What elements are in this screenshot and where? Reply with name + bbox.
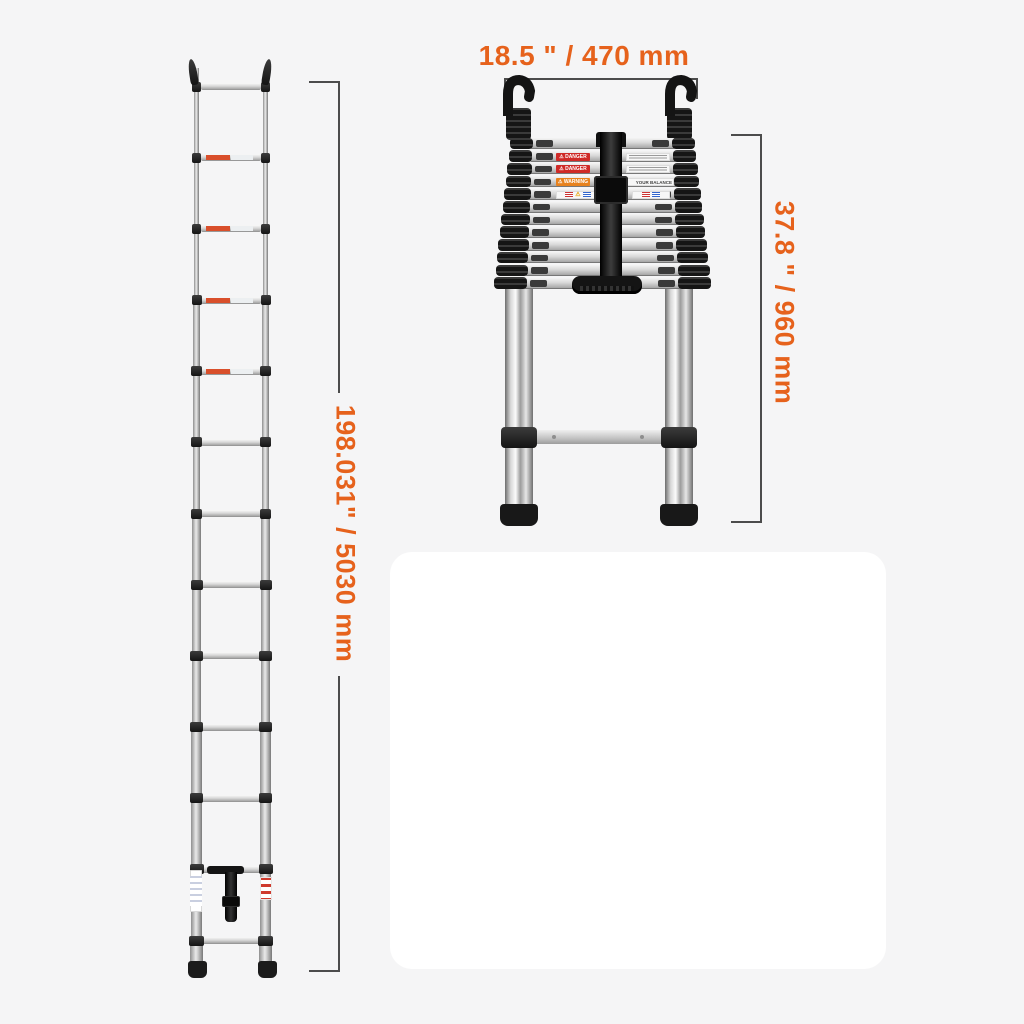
balance-label: YOUR BALANCE xyxy=(596,178,674,186)
side-lock-cone xyxy=(673,150,697,162)
rung-fitting xyxy=(656,229,673,236)
side-lock-cone xyxy=(504,188,531,200)
strap-grip-ridges xyxy=(580,286,634,291)
side-lock-cone xyxy=(510,138,533,150)
side-lock-cone xyxy=(674,176,700,188)
ladder-leg xyxy=(665,288,693,510)
ladder-leg xyxy=(505,288,533,510)
rung-fitting xyxy=(652,140,669,147)
side-lock-cone xyxy=(498,239,528,251)
danger-label: ⚠ DANGER xyxy=(556,165,590,173)
side-lock-cone xyxy=(677,252,708,264)
rung-fitting xyxy=(658,280,675,287)
side-lock-cone xyxy=(507,163,532,175)
top-hook-icon xyxy=(662,74,698,116)
strap-band xyxy=(600,132,622,284)
rung-fitting xyxy=(657,255,674,262)
rung-fitting xyxy=(535,166,552,173)
certification-label xyxy=(632,191,670,199)
side-lock-cone xyxy=(497,252,528,264)
flag-icon xyxy=(565,192,573,197)
rung-fitting xyxy=(530,280,547,287)
side-lock-cone xyxy=(503,201,531,213)
crossbar-rivet xyxy=(552,435,556,439)
rung-fitting xyxy=(658,267,675,274)
rung-fitting xyxy=(536,153,553,160)
extended-height-dimension-label: 198.031" / 5030 mm xyxy=(330,404,361,663)
danger-label: ⚠ DANGER xyxy=(556,153,590,161)
side-lock-cone xyxy=(673,163,698,175)
flag-icon xyxy=(583,192,591,197)
side-lock-cone xyxy=(496,265,528,277)
rung-fitting xyxy=(534,179,551,186)
rung-fitting xyxy=(531,255,548,262)
side-lock-cone xyxy=(500,226,529,238)
rung-fitting xyxy=(532,242,549,249)
rung-fitting xyxy=(532,229,549,236)
side-lock-cone xyxy=(672,138,695,150)
warning-triangle-icon: ⚠ xyxy=(575,192,581,199)
rung-fitting xyxy=(531,267,548,274)
side-lock-cone xyxy=(674,188,701,200)
rung-fitting xyxy=(533,217,550,224)
info-label-text-lines xyxy=(629,167,667,171)
side-lock-cone xyxy=(506,176,532,188)
side-lock-cone xyxy=(509,150,533,162)
ladder-foot xyxy=(660,504,698,526)
side-lock-cone xyxy=(501,214,529,226)
rung-fitting xyxy=(655,204,672,211)
info-label-text-lines xyxy=(629,155,667,159)
side-lock-cone xyxy=(678,265,710,277)
side-lock-cone xyxy=(676,226,705,238)
collapsed-width-dimension-label: 18.5 " / 470 mm xyxy=(478,40,690,71)
rung-fitting xyxy=(656,242,673,249)
top-hook-icon xyxy=(500,74,536,116)
rung-fitting xyxy=(534,191,551,198)
flag-icon xyxy=(642,192,650,197)
side-lock-cone xyxy=(678,277,711,289)
side-lock-cone xyxy=(494,277,527,289)
rung-fitting xyxy=(536,140,553,147)
side-lock-cone xyxy=(675,214,703,226)
rung-fitting xyxy=(533,204,550,211)
strap-grip xyxy=(572,276,642,294)
side-lock-cone xyxy=(676,239,706,251)
leg-clamp xyxy=(661,427,697,448)
flag-icon xyxy=(652,192,660,197)
side-lock-cone xyxy=(675,201,703,213)
collapsed-height-dimension-label: 37.8 " / 960 mm xyxy=(769,200,800,405)
crossbar-rivet xyxy=(640,435,644,439)
leg-clamp xyxy=(501,427,537,448)
warning-label: ⚠ WARNING xyxy=(557,179,589,186)
strap-buckle xyxy=(594,176,628,204)
rung-fitting xyxy=(655,217,672,224)
ladder-foot xyxy=(500,504,538,526)
